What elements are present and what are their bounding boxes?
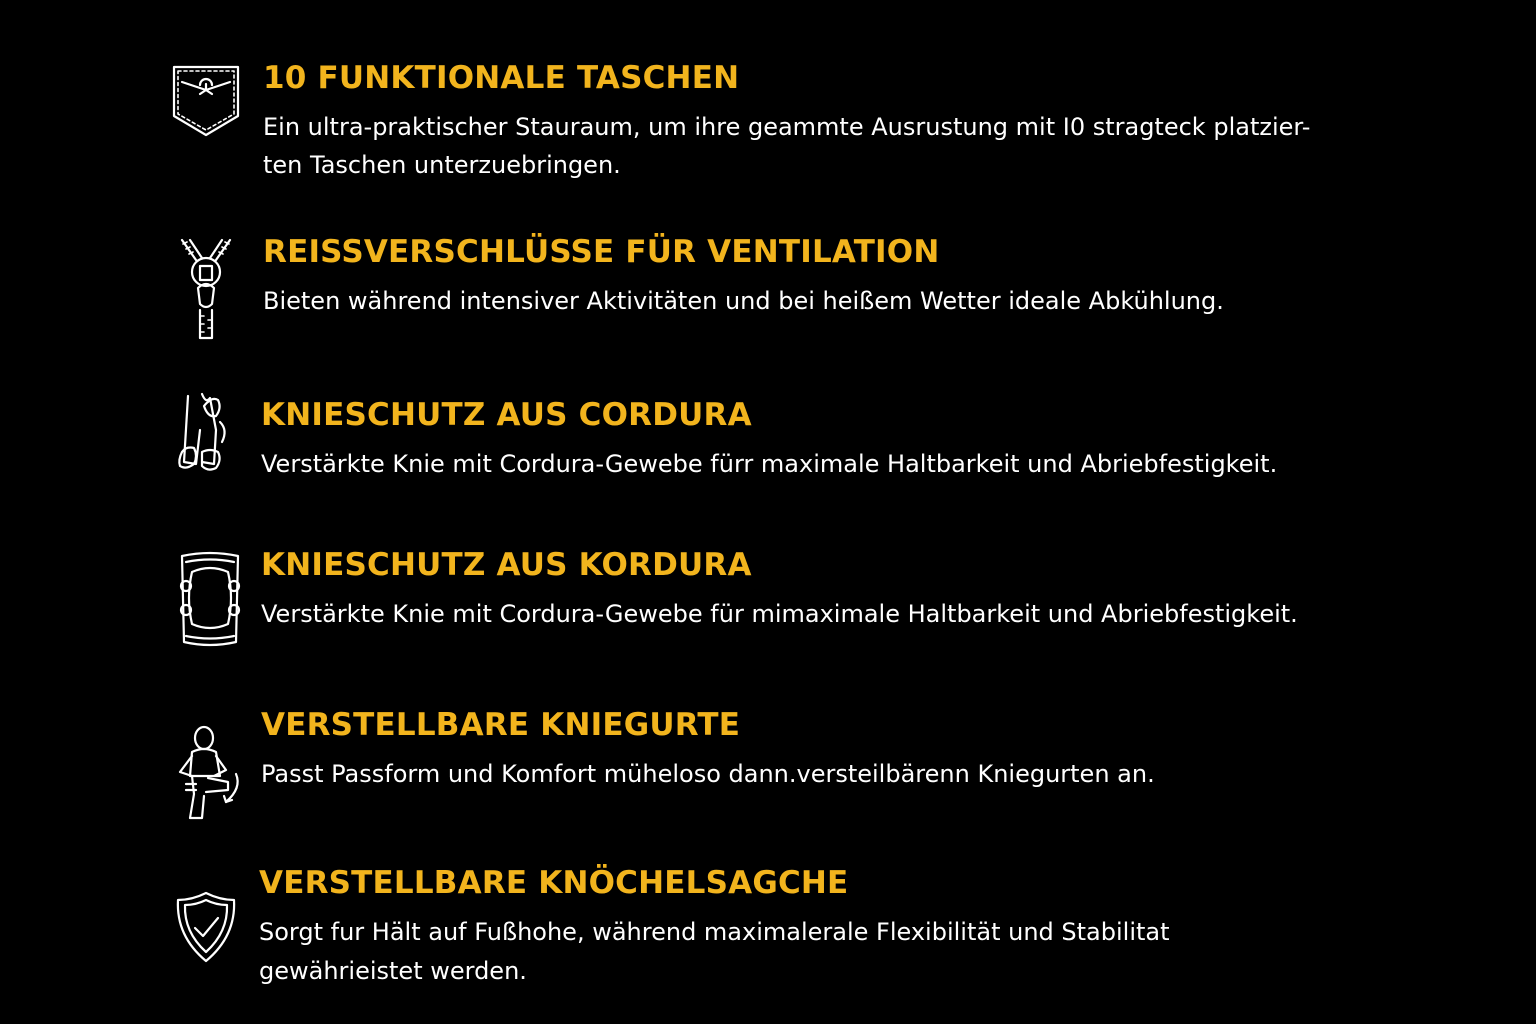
feature-title: REISSVERSCHLÜSSE FÜR VENTILATION	[263, 234, 940, 270]
kneeling-person-icon	[176, 724, 244, 822]
knee-pad-icon	[178, 550, 242, 648]
pocket-icon	[170, 64, 242, 138]
feature-title: VERSTELLBARE KNIEGURTE	[261, 707, 741, 743]
knee-pants-icon	[176, 390, 232, 476]
feature-description: Passt Passform und Komfort müheloso dann.versteilbärenn Kniegurten an.	[261, 760, 1155, 788]
feature-description: Verstärkte Knie mit Cordura-Gewebe für mimaximale Haltbarkeit und Abriebfestigkeit.	[261, 600, 1298, 628]
feature-title: 10 FUNKTIONALE TASCHEN	[263, 60, 740, 96]
feature-title: VERSTELLBARE KNÖCHELSAGCHE	[259, 865, 849, 901]
zipper-icon	[176, 236, 236, 342]
shield-check-icon	[174, 890, 238, 964]
feature-description-continued: gewährieistet werden.	[259, 957, 527, 985]
feature-description: Bieten während intensiver Aktivitäten und bei heißem Wetter ideale Abkühlung.	[263, 287, 1224, 315]
feature-description-continued: ten Taschen unterzuebringen.	[263, 151, 621, 179]
feature-description: Ein ultra-praktischer Stauraum, um ihre geammte Ausrustung mit I0 stragteck platzier-	[263, 113, 1311, 141]
feature-description: Verstärkte Knie mit Cordura-Gewebe fürr maximale Haltbarkeit und Abriebfestigkeit.	[261, 450, 1278, 478]
feature-title: KNIESCHUTZ AUS KORDURA	[261, 547, 752, 583]
feature-description: Sorgt fur Hält auf Fußhohe, während maximalerale Flexibilität und Stabilitat	[259, 918, 1170, 946]
feature-title: KNIESCHUTZ AUS CORDURA	[261, 397, 752, 433]
